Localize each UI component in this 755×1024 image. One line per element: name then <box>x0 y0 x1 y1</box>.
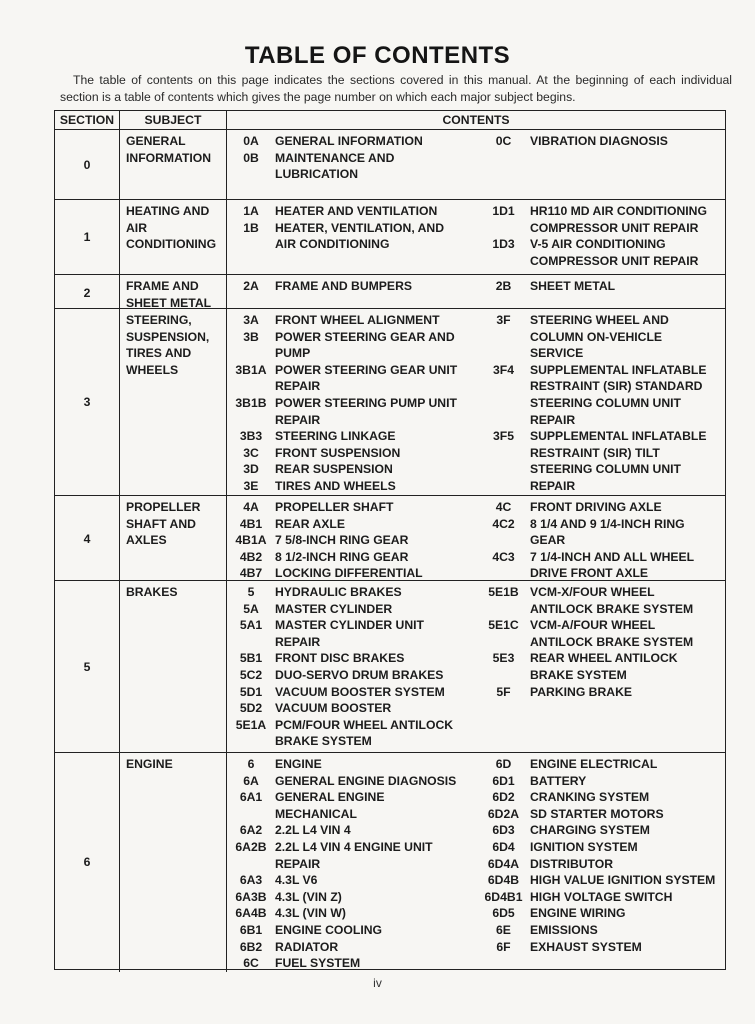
toc-entry <box>477 617 725 650</box>
toc-entry <box>227 395 477 428</box>
header-section: SECTION <box>55 111 120 129</box>
entry-code: 0B <box>243 150 259 165</box>
toc-entry <box>227 461 477 478</box>
entry-code: 6D2 <box>492 790 515 805</box>
entry-title: HEATER AND VENTILATION <box>275 204 438 218</box>
entry-title: PARKING BRAKE <box>530 684 633 699</box>
section-number: 4 <box>55 496 120 582</box>
entry-code: 6F <box>496 939 511 954</box>
entry-code: 6C <box>243 956 259 971</box>
entry-title: GENERAL INFORMATION <box>275 134 423 148</box>
entry-title: STEERING LINKAGE <box>275 429 396 444</box>
toc-entry <box>227 617 477 650</box>
entry-code: 4C3 <box>492 549 515 564</box>
header-contents: CONTENTS <box>442 113 510 127</box>
toc-entry <box>227 955 477 972</box>
entry-title: POWER STEERING GEAR UNIT REPAIR <box>275 362 458 394</box>
entry-title: 2.2L L4 VIN 4 <box>275 823 351 838</box>
entry-title: VACUUM BOOSTER <box>275 701 392 716</box>
entry-code: 5D1 <box>239 684 263 699</box>
toc-entry <box>477 789 725 806</box>
toc-entry <box>477 872 725 889</box>
entry-code: 3F <box>496 313 511 327</box>
entry-code: 4A <box>243 500 259 514</box>
entry-code: 6B1 <box>239 922 263 937</box>
toc-entry <box>227 789 477 822</box>
entry-code: 5E3 <box>492 651 515 666</box>
contents-column-right <box>477 312 725 495</box>
toc-entry <box>227 278 477 295</box>
entry-title: 8 1/4 AND 9 1/4-INCH RING GEAR <box>530 516 685 548</box>
entry-title: EMISSIONS <box>530 922 598 937</box>
entry-title: STEERING WHEEL AND COLUMN ON-VEHICLE SERVICE <box>530 313 669 361</box>
entry-title: MASTER CYLINDER UNIT REPAIR <box>275 618 424 649</box>
toc-entry <box>227 939 477 956</box>
table-row <box>55 496 725 581</box>
contents-column-left <box>227 203 477 274</box>
entry-code: 6D1 <box>492 773 515 788</box>
toc-entry <box>477 584 725 617</box>
table-row <box>55 581 725 753</box>
entry-code: 0A <box>243 134 259 148</box>
entry-code: 6A1 <box>239 790 263 805</box>
entry-code: 1D3 <box>492 237 515 252</box>
entry-title: REAR WHEEL ANTILOCK BRAKE SYSTEM <box>530 651 678 682</box>
contents-column-right <box>477 499 725 582</box>
toc-entry <box>477 856 725 873</box>
toc-entry <box>477 428 725 494</box>
table-row <box>55 753 725 970</box>
section-subject: STEERING, SUSPENSION, TIRES AND WHEELS <box>120 309 227 495</box>
entry-code: 6A2 <box>239 823 263 838</box>
contents-column-right <box>477 756 725 972</box>
entry-title: VIBRATION DIAGNOSIS <box>530 134 668 148</box>
entry-code: 2B <box>495 279 512 293</box>
toc-entry <box>227 445 477 462</box>
contents-table <box>54 110 726 970</box>
toc-entry <box>227 650 477 667</box>
toc-entry <box>477 939 725 956</box>
entry-code: 3F4 <box>492 362 514 377</box>
section-number: 6 <box>55 753 120 972</box>
entry-title: 7 5/8-INCH RING GEAR <box>275 533 409 548</box>
entry-code: 1D1 <box>492 204 515 218</box>
entry-code: 1A <box>243 204 259 218</box>
section-subject: GENERAL INFORMATION <box>120 130 227 199</box>
section-number: 1 <box>55 200 120 274</box>
entry-title: 2.2L L4 VIN 4 ENGINE UNIT REPAIR <box>275 839 433 871</box>
table-body <box>55 130 725 970</box>
entry-code: 3B1B <box>235 395 267 410</box>
toc-entry <box>477 203 725 236</box>
toc-entry <box>227 756 477 773</box>
section-subject: FRAME AND SHEET METAL <box>120 275 227 311</box>
toc-entry <box>227 362 477 395</box>
page-title: TABLE OF CONTENTS <box>244 42 511 69</box>
toc-entry <box>227 889 477 906</box>
entry-code: 6A <box>243 773 259 788</box>
contents-column-left <box>227 133 477 199</box>
toc-entry <box>227 700 477 717</box>
section-contents <box>227 200 725 274</box>
entry-code: 5 <box>247 585 255 599</box>
entry-title: DISTRIBUTOR <box>530 856 614 871</box>
entry-code: 6D3 <box>492 823 515 838</box>
entry-code: 6A2B <box>235 839 267 854</box>
entry-title: MAINTENANCE AND LUBRICATION <box>275 150 395 182</box>
entry-title: ENGINE <box>275 757 322 771</box>
entry-title: LOCKING DIFFERENTIAL <box>275 566 423 581</box>
entry-code: 3B <box>243 329 259 344</box>
toc-entry <box>477 756 725 773</box>
toc-entry <box>477 922 725 939</box>
entry-title: FRONT WHEEL ALIGNMENT <box>275 313 440 327</box>
entry-code: 5C2 <box>239 667 263 682</box>
toc-entry <box>477 650 725 683</box>
toc-entry <box>477 905 725 922</box>
entry-title: ENGINE ELECTRICAL <box>530 757 658 771</box>
section-number: 5 <box>55 581 120 752</box>
entry-code: 6D5 <box>492 906 515 921</box>
contents-column-left <box>227 278 477 311</box>
entry-title: ENGINE WIRING <box>530 906 626 921</box>
entry-title: IGNITION SYSTEM <box>530 839 638 854</box>
entry-code: 6A3 <box>239 873 263 888</box>
entry-title: MASTER CYLINDER <box>275 601 393 616</box>
entry-code: 4B1 <box>239 516 263 531</box>
table-row <box>55 200 725 275</box>
entry-title: 8 1/2-INCH RING GEAR <box>275 549 409 564</box>
entry-title: V-5 AIR CONDITIONING COMPRESSOR UNIT REPAIR <box>530 237 699 268</box>
entry-code: 6D4B <box>487 873 520 888</box>
entry-code: 4C2 <box>492 516 515 531</box>
toc-entry <box>227 220 477 253</box>
entry-code: 6D <box>495 757 512 771</box>
entry-code: 5A <box>243 601 259 616</box>
toc-entry <box>477 362 725 428</box>
entry-title: BATTERY <box>530 773 587 788</box>
header-subject: SUBJECT <box>120 111 227 129</box>
entry-title: SD STARTER MOTORS <box>530 806 664 821</box>
entry-code: 4B2 <box>239 549 263 564</box>
entry-title: VCM-X/FOUR WHEEL ANTILOCK BRAKE SYSTEM <box>530 585 694 616</box>
section-subject: BRAKES <box>120 581 227 752</box>
intro-paragraph: The table of contents on this page indicates the sections covered in this manual. At the beginning of each individual section is a table of contents which gives the page number on which each major subject begins. <box>60 73 732 104</box>
entry-title: DUO-SERVO DRUM BRAKES <box>275 667 444 682</box>
toc-entry <box>477 684 725 701</box>
toc-entry <box>227 516 477 533</box>
entry-code: 0C <box>495 134 512 148</box>
entry-title: PCM/FOUR WHEEL ANTILOCK BRAKE SYSTEM <box>275 717 454 749</box>
entry-code: 6A4B <box>235 906 267 921</box>
contents-column-right <box>477 203 725 274</box>
entry-code: 6D4B1 <box>484 889 523 904</box>
section-contents <box>227 130 725 199</box>
contents-column-right <box>477 584 725 752</box>
entry-title: 4.3L (VIN W) <box>275 906 346 921</box>
section-number: 2 <box>55 275 120 311</box>
contents-column-right <box>477 278 725 311</box>
entry-code: 6E <box>496 922 511 937</box>
entry-code: 4B1A <box>235 533 267 548</box>
entry-code: 6D4A <box>487 856 520 871</box>
entry-title: VACUUM BOOSTER SYSTEM <box>275 684 445 699</box>
entry-code: 6A3B <box>235 889 267 904</box>
entry-code: 1B <box>243 220 259 235</box>
entry-code: 3F5 <box>492 429 514 444</box>
toc-entry <box>227 203 477 220</box>
section-subject: HEATING AND AIR CONDITIONING <box>120 200 227 274</box>
entry-code: 3C <box>243 445 259 460</box>
entry-title: EXHAUST SYSTEM <box>530 939 642 954</box>
toc-entry <box>227 428 477 445</box>
toc-entry <box>227 499 477 516</box>
section-contents <box>227 275 725 311</box>
entry-title: FRONT DISC BRAKES <box>275 651 405 666</box>
entry-code: 3E <box>243 478 259 493</box>
section-contents <box>227 496 725 582</box>
entry-code: 4C <box>495 500 512 514</box>
entry-title: HYDRAULIC BRAKES <box>275 585 402 599</box>
entry-title: SUPPLEMENTAL INFLATABLE RESTRAINT (SIR) STANDARD STEERING COLUMN UNIT REPAIR <box>530 362 707 427</box>
entry-title: FRONT DRIVING AXLE <box>530 500 662 514</box>
contents-column-right <box>477 133 725 199</box>
entry-title: ENGINE COOLING <box>275 922 382 937</box>
table-row <box>55 309 725 496</box>
toc-entry <box>477 773 725 790</box>
table-row <box>55 275 725 309</box>
entry-title: POWER STEERING GEAR AND PUMP <box>275 329 455 361</box>
toc-entry <box>477 839 725 856</box>
entry-title: TIRES AND WHEELS <box>275 478 396 493</box>
entry-title: GENERAL ENGINE MECHANICAL <box>275 790 385 821</box>
entry-code: 3B1A <box>235 362 267 377</box>
entry-code: 3A <box>243 313 259 327</box>
entry-title: CHARGING SYSTEM <box>530 823 650 838</box>
entry-title: PROPELLER SHAFT <box>275 500 394 514</box>
toc-entry <box>477 278 725 295</box>
entry-title: HEATER, VENTILATION, AND AIR CONDITIONING <box>275 220 445 252</box>
toc-entry <box>227 329 477 362</box>
contents-column-left <box>227 499 477 582</box>
entry-code: 3B3 <box>239 429 263 444</box>
entry-title: HR110 MD AIR CONDITIONING COMPRESSOR UNIT REPAIR <box>530 204 707 235</box>
entry-code: 5F <box>496 684 511 699</box>
entry-title: GENERAL ENGINE DIAGNOSIS <box>275 773 457 788</box>
toc-entry <box>477 236 725 269</box>
entry-code: 6D2A <box>487 806 520 821</box>
toc-entry <box>227 872 477 889</box>
section-number: 0 <box>55 130 120 199</box>
toc-entry <box>227 532 477 549</box>
entry-title: FRAME AND BUMPERS <box>275 279 412 293</box>
section-contents <box>227 309 725 495</box>
toc-entry <box>227 839 477 872</box>
entry-title: VCM-A/FOUR WHEEL ANTILOCK BRAKE SYSTEM <box>530 618 694 649</box>
toc-entry <box>227 684 477 701</box>
entry-title: 4.3L V6 <box>275 873 318 888</box>
toc-entry <box>227 922 477 939</box>
toc-entry <box>477 822 725 839</box>
entry-code: 4B7 <box>239 566 263 581</box>
toc-entry <box>227 905 477 922</box>
toc-entry <box>477 889 725 906</box>
entry-code: 3D <box>243 462 259 477</box>
toc-entry <box>477 806 725 823</box>
toc-entry <box>227 584 477 601</box>
entry-title: CRANKING SYSTEM <box>530 790 650 805</box>
entry-code: 6D4 <box>492 839 515 854</box>
entry-code: 5E1B <box>488 585 519 599</box>
entry-title: FRONT SUSPENSION <box>275 445 401 460</box>
contents-column-left <box>227 312 477 495</box>
section-number: 3 <box>55 309 120 495</box>
section-subject: PROPELLER SHAFT AND AXLES <box>120 496 227 582</box>
entry-title: SUPPLEMENTAL INFLATABLE RESTRAINT (SIR) TILT STEERING COLUMN UNIT REPAIR <box>530 429 707 493</box>
entry-code: 6B2 <box>239 939 263 954</box>
entry-title: RADIATOR <box>275 939 339 954</box>
entry-title: REAR AXLE <box>275 516 345 531</box>
toc-entry <box>227 312 477 329</box>
entry-title: HIGH VALUE IGNITION SYSTEM <box>530 873 716 888</box>
entry-title: SHEET METAL <box>530 279 616 293</box>
entry-title: POWER STEERING PUMP UNIT REPAIR <box>275 395 457 427</box>
toc-entry <box>227 150 477 183</box>
page-number: iv <box>373 976 382 990</box>
entry-code: 6 <box>247 757 255 771</box>
entry-code: 5E1A <box>235 717 267 732</box>
toc-entry <box>227 822 477 839</box>
toc-entry <box>227 478 477 495</box>
toc-entry <box>477 549 725 582</box>
table-header <box>55 111 725 130</box>
toc-entry <box>477 312 725 362</box>
entry-title: FUEL SYSTEM <box>275 956 361 971</box>
section-contents <box>227 753 725 972</box>
toc-entry <box>477 133 725 150</box>
toc-entry <box>227 717 477 750</box>
toc-entry <box>477 516 725 549</box>
section-contents <box>227 581 725 752</box>
entry-title: HIGH VOLTAGE SWITCH <box>530 889 673 904</box>
toc-entry <box>227 601 477 618</box>
contents-column-left <box>227 584 477 752</box>
entry-title: REAR SUSPENSION <box>275 462 393 477</box>
toc-entry <box>227 667 477 684</box>
toc-entry <box>227 565 477 582</box>
entry-code: 5A1 <box>239 618 263 633</box>
toc-entry <box>227 549 477 566</box>
toc-entry <box>227 773 477 790</box>
toc-entry <box>477 499 725 516</box>
entry-code: 5E1C <box>488 618 519 633</box>
entry-code: 2A <box>243 279 259 293</box>
section-subject: ENGINE <box>120 753 227 972</box>
entry-title: 7 1/4-INCH AND ALL WHEEL DRIVE FRONT AXLE <box>530 549 695 581</box>
entry-code: 5D2 <box>239 701 263 716</box>
toc-entry <box>227 133 477 150</box>
table-row <box>55 130 725 200</box>
entry-code: 5B1 <box>239 651 263 666</box>
entry-title: 4.3L (VIN Z) <box>275 889 342 904</box>
contents-column-left <box>227 756 477 972</box>
